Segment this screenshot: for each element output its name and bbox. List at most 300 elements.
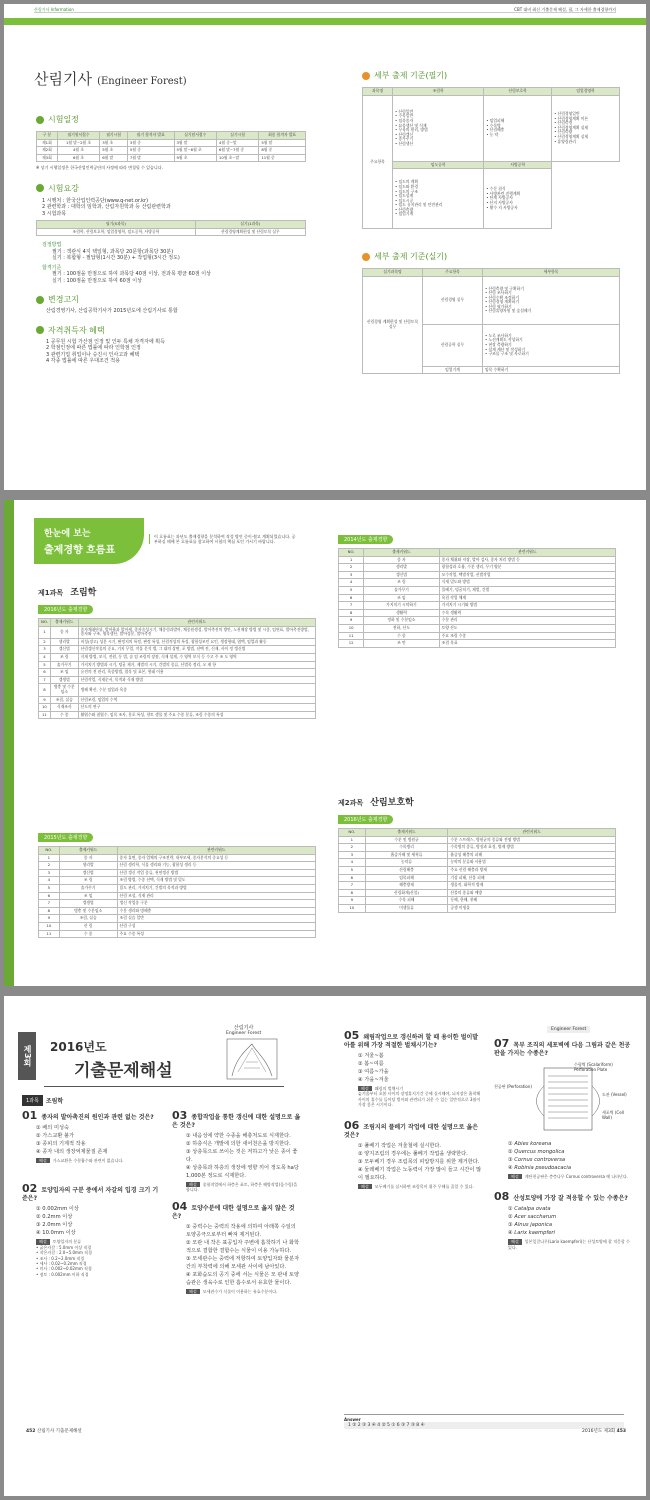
table-cell: 유전의 전 관리, 육종방법, 접목 및 표본, 형태 이용: [78, 669, 315, 677]
option-item: ② 하층식은 개발에 의한 새어천은을 방지한다.: [186, 1141, 291, 1147]
q03-explanation: 해설 종합작업에서 하층은 표토, 하층은 해방작업(음수림)을 합니다.: [186, 1182, 298, 1193]
erosion-control-header: 사방공학: [484, 161, 552, 169]
option-item: ① 중력수는 중력의 작용에 의하여 아래쪽 수일의 토양공극으로부터 빠져 제거된다.: [186, 1223, 296, 1238]
table-header: 출제키워드: [365, 829, 448, 837]
range-item: • 농 약: [486, 131, 499, 137]
table-row: [339, 624, 616, 632]
practical-item-2: 산림공학 실무: [423, 324, 483, 366]
range-item: • 산림경영일반: [554, 111, 580, 117]
table-row: [39, 862, 316, 870]
table-row: [39, 696, 316, 704]
explanation-tag: 해설: [508, 1239, 522, 1244]
table-cell: 해충방제: [365, 882, 448, 890]
table-header: 주요항목: [423, 269, 483, 277]
bullet-icon: [362, 72, 370, 80]
table-row: [339, 617, 616, 625]
table-header: NO.: [339, 829, 366, 837]
practical-details-3: [483, 366, 620, 374]
table-cell: 수목병리: [365, 844, 448, 852]
table-cell: 산불의 종류와 예방: [448, 889, 616, 897]
table-header: 조림학: [393, 88, 484, 96]
table-2016: [38, 596, 316, 719]
table-2014: [338, 526, 616, 648]
table-cell: 광합성과 호흡, 수분 생리, 무기 양분: [439, 564, 615, 572]
schedule-section-title: 시험일정: [36, 114, 306, 125]
table-header: 출제키워드: [59, 847, 117, 855]
option-item: ④ 둘레베기 작업은 노동력이 가장 많이 들고 시간이 많이 필요하다.: [358, 1166, 482, 1181]
table-cell: 생리발: [59, 862, 117, 870]
table-cell: 조 림: [364, 579, 439, 587]
table-cell: 주요 조림 수종: [439, 632, 615, 640]
table-header: 출제키워드: [364, 549, 439, 557]
table-cell: 10: [39, 922, 60, 930]
range-item: • 임도시공: [395, 197, 414, 203]
table-cell: 풀베기, 덩굴치기, 제벌, 간벌: [439, 586, 615, 594]
column-1: [22, 1109, 162, 1277]
page-trend-chart: [4, 500, 646, 986]
table-row: [39, 646, 316, 654]
option-item: ② 봄~여름: [358, 1061, 384, 1067]
method-title: 검정방법: [42, 242, 62, 249]
right-column: [362, 70, 620, 374]
q02-explanation: 해설 토양입자의 분류: [22, 1239, 162, 1244]
range-item: • 산림경영계획 실제: [554, 124, 589, 130]
q01-options: [22, 1124, 162, 1156]
q08-options: [494, 1205, 634, 1237]
table-row: [39, 711, 316, 719]
q05-explanation: 해설 왜림의 벌채시기 늦겨울부터 초봄 사이의 장정휴지기간 중에 실시해야, 뇌저장은 흡착해 사이의 휴수를 들어당 벌이와 관련되기 쉬운 수 있는 일반적으로 3월이 가장 좋은 시기이다.: [358, 1086, 481, 1108]
table-cell: 수 종: [364, 632, 439, 640]
table-cell: 제2회: [37, 147, 58, 155]
table-cell: 주요 산림 해충과 방제: [448, 866, 616, 874]
tree-illustration-icon: [226, 1038, 278, 1080]
table-cell: 병해 확산, 수분 임업과 육종: [78, 684, 315, 696]
schedule-row: [37, 154, 306, 162]
table-cell: 병충 및 수분임소: [50, 684, 78, 696]
table-row: [39, 907, 316, 915]
merit-item: 3 관련기업 취업이나 승진시 인사고과 혜택: [46, 351, 140, 358]
method-item: 실기 : 복합형 - 필답형(1시간 30분) + 작업형(3시간 정도): [52, 255, 180, 262]
merit-item: 4 각종 법률에 따른 우대조건 적용: [46, 358, 120, 365]
table-cell: 솔가꾸기: [50, 661, 78, 669]
table-cell: 조림 실습 일반: [117, 915, 315, 923]
table-row: [339, 859, 616, 867]
table-cell: 5월 말~6월 초: [174, 147, 216, 155]
table-cell: 6: [339, 874, 366, 882]
pass-item: 실기 : 100점을 만점으로 하여 60점 이상: [52, 277, 142, 284]
q06-options: [344, 1142, 484, 1182]
page-past-exam: [4, 996, 646, 1496]
table-cell: 조 림: [59, 877, 117, 885]
question-01: 01 종자의 발아촉진의 원인과 관련 없는 것은?: [22, 1109, 154, 1122]
table-cell: 수 종: [59, 930, 117, 938]
option-item: ④ 종자 내의 생장억제물질 존재: [36, 1149, 108, 1155]
table-header: 필기(5과목): [37, 221, 196, 229]
table-row: [339, 609, 616, 617]
table-cell: 수목 피해: [365, 897, 448, 905]
option-item: ① 겨울~봄: [358, 1053, 384, 1059]
table-cell: 산 림: [59, 922, 117, 930]
table-cell: 산림작업, 식재순서, 목적과 식재 방법: [78, 676, 315, 684]
cert-label: 산림기사 Engineer Forest: [226, 1025, 262, 1036]
table-cell: 5월 초: [100, 147, 128, 155]
table-row: [339, 844, 616, 852]
footer-right: 2016년도 제3회 453: [582, 1429, 626, 1434]
table-header: 실기시험: [216, 132, 258, 140]
table-cell: 농약의 분류와 사용법: [448, 859, 616, 867]
range-item: • 종가꾸기: [395, 136, 414, 142]
option-item: ① 0.002mm 이상: [36, 1206, 79, 1213]
table-row: [39, 669, 316, 677]
table-header: NO.: [39, 619, 51, 627]
option-item: ① 배의 미성숙: [36, 1125, 70, 1131]
option-item: ③ Cornus controversa: [508, 1157, 566, 1163]
intro-text: 이 흐름표는 과년도 출제경향을 분석하여 작성 방안 중이·쉽고 계획되었습니다. 공부하실 때에 본 흐름표를 참고하여 시험의 핵심 포인 가시기 바랍니다.: [149, 534, 299, 544]
table-cell: 1: [339, 836, 366, 844]
road-engineering-header: 임도공학: [393, 161, 484, 169]
table-cell: 9: [339, 617, 364, 625]
column-4: [494, 1037, 634, 1250]
range-item: • 황수 지 사방공사: [486, 204, 518, 210]
table-cell: 7: [39, 900, 60, 908]
table-cell: 3: [39, 646, 51, 654]
table-cell: 10월 초~말: [216, 154, 258, 162]
table-row: [39, 684, 316, 696]
table-header: 구 분: [37, 132, 58, 140]
table-cell: 생물적, 화학적 방제: [448, 882, 616, 890]
table-cell: 생활력: [364, 609, 439, 617]
subject-label: 1과목 조림학: [22, 1095, 63, 1106]
table-cell: 6월 말: [100, 154, 128, 162]
table-header: 출제키워드: [50, 619, 78, 627]
table-cell: 식재 방법, 보식, 전원, 동 법, 숨 임 조림의 장점, 식재 설계, 수 영역 보식 등 수고 주 조 도 영역: [78, 653, 315, 661]
table-cell: 생리발: [50, 638, 78, 646]
table-cell: 조림학, 산림보호학, 임업경영학, 임도공학, 사방공학: [37, 228, 196, 236]
table-cell: 갱생법: [59, 900, 117, 908]
option-item: ② Acer saccharum: [508, 1214, 557, 1221]
table-row: [339, 579, 616, 587]
detail-item: • 설계 계산 및 작성하기: [485, 346, 526, 352]
table-cell: 수목 생활력: [439, 609, 615, 617]
subject-table: [36, 220, 306, 236]
range-item: • 산림경영계획 이론: [554, 115, 589, 121]
range-item: • 임업피해: [486, 117, 505, 123]
exam-year: 2016년도: [50, 1040, 107, 1054]
table-row: [39, 900, 316, 908]
explanation-tag: 해설: [36, 1239, 50, 1244]
q03-options: [172, 1132, 302, 1180]
table-cell: 1: [39, 854, 60, 862]
question-03: 03 종합작업을 통한 갱신에 대한 설명으로 옳은 것은?: [172, 1109, 301, 1129]
table-header: 관련키워드: [448, 829, 616, 837]
table-row: [339, 874, 616, 882]
table-cell: 수분 및 병원균: [365, 836, 448, 844]
table-cell: 5: [39, 661, 51, 669]
fig-label-4: 세포벽 (Cell Wall): [602, 1110, 624, 1121]
table-cell: 비성(장고) 성분 시기, 판정지의 특정, 판정 특성, 산림적성의 특성, 광합성조인 요인, 생장형태, 엽맥, 임업과 활동: [78, 638, 315, 646]
practical-table: [362, 268, 620, 374]
explanation-item: • 세사 : 0.02~0.2mm 직경: [36, 1261, 87, 1267]
table-cell: 12: [339, 640, 364, 648]
range-item: • 산림측량: [554, 129, 573, 135]
table-header: 필기원서접수: [57, 132, 99, 140]
year-2014-label: 2014년도 출제경향: [338, 535, 393, 544]
table-cell: 육림 작업 체계: [439, 594, 615, 602]
table-cell: 토양 산도: [439, 624, 615, 632]
table-cell: 주요 수종 특성: [117, 930, 315, 938]
table-cell: 8: [339, 609, 364, 617]
option-item: ③ 모세관수는 중력에 저항하여 토양입자와 물분자 간의 부착력에 의해 모세관 사이에 남아있다.: [186, 1255, 300, 1270]
detail-item: 임목 수확하기: [485, 366, 509, 372]
table-header: 세부항목: [483, 269, 620, 277]
table-cell: 2: [39, 638, 51, 646]
practical-subject: 산림경영 계획편성 및 산림토목 실무: [363, 276, 423, 374]
table-row: [39, 854, 316, 862]
explanation-item: • 굵은자갈 : 5.0mm 이상 직경: [36, 1244, 92, 1250]
explanation-item: • 작은자갈 : 2.0~5.0mm 직경: [36, 1250, 92, 1256]
title-rule: [44, 1086, 284, 1087]
table-cell: 정하 및 수분임소: [364, 617, 439, 625]
table-cell: 5월 중: [127, 147, 174, 155]
range-item: • 임도설계: [395, 193, 414, 199]
option-item: ④ 가을~겨울: [358, 1077, 389, 1083]
schedule-table: [36, 131, 306, 162]
table-2015: [38, 824, 316, 938]
table-cell: 산림화재(산불): [365, 889, 448, 897]
option-item: ① 풀베기 작업은 겨울철에 실시한다.: [358, 1142, 442, 1149]
left-column: [36, 114, 306, 365]
table-header: 실기원서접수: [174, 132, 216, 140]
table-cell: 솔가꾸기: [59, 884, 117, 892]
pass-item: 필기 : 100점을 만점으로 하여 과목당 40점 이상, 전과목 평균 60점 이상: [52, 271, 211, 278]
table-cell: 1월 말~2월 초: [57, 139, 99, 147]
explanation-tag: 해설: [186, 1182, 200, 1187]
detail-item: • 산림 조사하기: [485, 290, 512, 296]
table-row: [339, 571, 616, 579]
option-item: ④ Larix kaempferi: [508, 1230, 555, 1237]
s2-year-label: 2016년도 출제경향: [338, 815, 393, 824]
q04-options: [172, 1223, 302, 1287]
table-cell: 미생물류: [365, 904, 448, 912]
table-header: 과목명: [363, 88, 393, 96]
table-header: 관련키워드: [78, 619, 315, 627]
table-cell: 6월 말~7월 중: [216, 147, 258, 155]
option-item: ③ 2.0mm 이상: [36, 1222, 73, 1229]
trend-banner: 한눈에 보는 출제경향 흐름표: [34, 518, 144, 564]
table-row: [339, 602, 616, 610]
header-left: 산림기사 Information: [34, 7, 74, 12]
road-items: [393, 169, 484, 229]
table-cell: 조 임: [364, 594, 439, 602]
table-cell: 갱생법: [50, 676, 78, 684]
explanation-tag: 해설: [36, 1158, 50, 1163]
info-item: 3 시험과목: [42, 210, 67, 217]
table-cell: 조림 방법, 수종 선택, 식재 방법 및 밀도: [117, 877, 315, 885]
table-cell: 8: [39, 684, 51, 696]
table-cell: 5월 말: [259, 139, 306, 147]
option-item: ③ Alnus japonica: [508, 1222, 553, 1229]
table-cell: 갱신 작업종 구분: [117, 900, 315, 908]
table-row: [339, 889, 616, 897]
table-cell: 생리발: [364, 564, 439, 572]
table-cell: 4: [39, 653, 51, 661]
forestry-items: [393, 95, 484, 161]
table-cell: 7: [39, 676, 51, 684]
detail-item: • 도로 조사하기: [485, 332, 512, 338]
table-cell: 7: [339, 882, 366, 890]
table-cell: 기상 피해, 산불 피해: [448, 874, 616, 882]
table-cell: 동해, 한해, 풍해: [448, 897, 616, 905]
merit-item: 1 공무원 시험 가산점 인정 및 인두 특채 자격자에 획득: [46, 338, 165, 345]
merit-title: 자격취득자 혜택: [36, 325, 306, 336]
fig-label-3: 도관 (Vessel): [602, 1092, 627, 1097]
guide-bar: [4, 18, 646, 35]
exam-title: 기출문제해설: [74, 1061, 173, 1081]
written-table: [362, 87, 620, 229]
table-cell: 3: [39, 869, 60, 877]
protection-items: [484, 95, 552, 161]
table-cell: 조 림: [50, 653, 78, 661]
q04-explanation: 해설 모세관수가 식물이 이용하는 유효수분이다.: [172, 1289, 302, 1294]
table-cell: 산림 구성: [117, 922, 315, 930]
table-cell: 5: [339, 586, 364, 594]
table-cell: 3월 말: [174, 139, 216, 147]
change-text: 산림경영기사, 산림공학기사가 2015년도에 산림기사로 통합: [46, 308, 178, 315]
table-cell: 수목병의 종류, 병징과 표징, 방제 방법: [448, 844, 616, 852]
table-row: [339, 632, 616, 640]
table-cell: 전하, 산도: [364, 624, 439, 632]
table-cell: 3: [339, 571, 364, 579]
table-cell: 6: [39, 669, 51, 677]
table-cell: 10: [339, 904, 366, 912]
table-cell: 밀도 관리, 가지치기, 간벌의 목적과 방법: [117, 884, 315, 892]
table-row: [339, 586, 616, 594]
practical-range-title: 세부 출제 기준(실기): [362, 251, 620, 262]
table-cell: 조림, 실습: [59, 915, 117, 923]
table-cell: 솔가꾸기: [364, 586, 439, 594]
range-item: • 수목병: [486, 122, 501, 128]
table-cell: 수분 스트레스, 병원균의 종류와 전염 방법: [448, 836, 616, 844]
table-row: [39, 661, 316, 669]
option-item: ③ 모두베기 경우 조림목의 피압방지를 위한 제거한다.: [358, 1158, 480, 1165]
table-cell: 6월 초: [57, 154, 99, 162]
table-row: [39, 915, 316, 923]
table-cell: 수 종: [50, 711, 78, 719]
table-cell: 6: [339, 594, 364, 602]
table-cell: 7: [339, 602, 364, 610]
range-item: • 산지 사방공사: [486, 199, 513, 205]
option-item: ② 0.2mm 이상: [36, 1214, 73, 1221]
detail-item: • 산림측량 및 구획하기: [485, 285, 524, 291]
practical-details-1: [483, 276, 620, 324]
table-row: [339, 564, 616, 572]
range-item: • 산림측량: [395, 206, 414, 212]
table-cell: 가지치기 시약하기: [364, 602, 439, 610]
range-item: • 묘목생산 및 식재: [395, 122, 427, 128]
year-2016-label: 2016년도 출제경향: [38, 605, 93, 614]
table-cell: 11: [39, 930, 60, 938]
detail-item: • 노선계획도 작성하기: [485, 337, 523, 343]
side-strip: [4, 500, 14, 986]
table-cell: 흡즙가해 및 세척류: [365, 851, 448, 859]
table-cell: 4월 중~말: [216, 139, 258, 147]
range-item: • 사방관련 진행계획: [486, 190, 521, 196]
table-cell: 종 자: [59, 854, 117, 862]
detail-item: • 산림휴양자원 및 숲설해기: [485, 308, 532, 314]
fig-label-2: 천공판 (Perforation): [494, 1084, 532, 1089]
table-cell: 2: [339, 844, 366, 852]
table-cell: 4월 초: [57, 147, 99, 155]
table-row: [339, 866, 616, 874]
detail-item: • 산림수확 조정하기: [485, 294, 519, 300]
range-item: • 수목일반: [395, 113, 414, 119]
table-cell: 4: [339, 579, 364, 587]
table-cell: 3월 초: [100, 139, 128, 147]
range-item: • 임업기계: [395, 211, 414, 217]
year-2015-label: 2015년도 출제경향: [38, 833, 93, 842]
header-bar: [34, 7, 616, 13]
table-cell: 조림 목표: [439, 640, 615, 648]
table-cell: 1: [39, 626, 51, 638]
option-item: ④ 10.0mm 이상: [36, 1230, 76, 1237]
practical-item-1: 산림경영 실무: [423, 276, 483, 324]
question-02: 02 토양입자의 구분 중에서 자갈의 입경 크기 기준은?: [22, 1182, 159, 1203]
info-list: [36, 198, 306, 218]
table-header: 실기과목명: [363, 269, 423, 277]
table-header: NO.: [339, 549, 364, 557]
table-cell: 11: [339, 632, 364, 640]
table-cell: 수분 관리: [439, 617, 615, 625]
header-right: CBT 대비 최신 기출문제 해설, 필, 그 자세한 출제경향까지: [514, 7, 616, 12]
table-row: [39, 638, 316, 646]
question-05: 05 왜림작업으로 갱신하려 할 때 용이한 벌이발 아를 위해 가장 적절한 벌채시기는?: [344, 1029, 479, 1049]
method-item: 필기 : 객관식 4지 택일형, 과목당 20문항(과목당 30분): [52, 248, 174, 255]
option-item: ② Quercus mongolica: [508, 1149, 565, 1155]
method-block: [36, 242, 306, 284]
table-row: [39, 877, 316, 885]
info-item: 2 관련학과 : 대학의 임학과, 산림자원학과 등 산림관련학과: [42, 204, 171, 211]
table-cell: 가지치기 시기와 방법: [439, 602, 615, 610]
explanation-item: • 점토 : 0.002mm 이하 직경: [36, 1271, 89, 1277]
explanation-item: • 미사 : 0.002~0.02mm 직경: [36, 1266, 92, 1272]
range-item: • 임도의 계획: [395, 179, 418, 185]
table-cell: 9: [39, 696, 51, 704]
table-cell: 공생 미생물: [448, 904, 616, 912]
schedule-note: ※ 상기 시행일정은 한국산업인력공단의 사정에 따라 변경될 수 있습니다.: [36, 165, 163, 171]
table-cell: 종자 채취와 저장, 발아 검사, 종자 처리 방법 등: [439, 556, 615, 564]
table-header: NO.: [39, 847, 60, 855]
management-items: [552, 95, 620, 161]
table-cell: 11: [39, 711, 51, 719]
main-item-label: 주요항목: [363, 95, 393, 229]
range-item: • 임목종자: [395, 117, 414, 123]
bullet-icon: [36, 184, 44, 192]
table-row: [39, 704, 316, 712]
info-item: 1 시행처 : 한국산업인력공단(www.q-net.or.kr): [42, 197, 149, 204]
table-cell: 4: [39, 877, 60, 885]
table-cell: 1: [339, 556, 364, 564]
option-item: ② 가스교환 불가: [36, 1133, 75, 1139]
range-item: • 산림일반: [395, 108, 414, 114]
q01-explanation: 해설 가스교환은 수분흡수와 관련이 없습니다.: [22, 1158, 162, 1163]
table-cell: 식재 밀도와 방법: [439, 579, 615, 587]
option-item: ① Abies koreana: [508, 1141, 552, 1147]
page-title: 산림기사 (Engineer Forest): [34, 70, 187, 88]
explanation-tag: 해설: [358, 1184, 372, 1189]
table-cell: 2: [339, 564, 364, 572]
option-item: ① Catalpa ovata: [508, 1206, 551, 1213]
table-cell: 9: [339, 897, 366, 905]
